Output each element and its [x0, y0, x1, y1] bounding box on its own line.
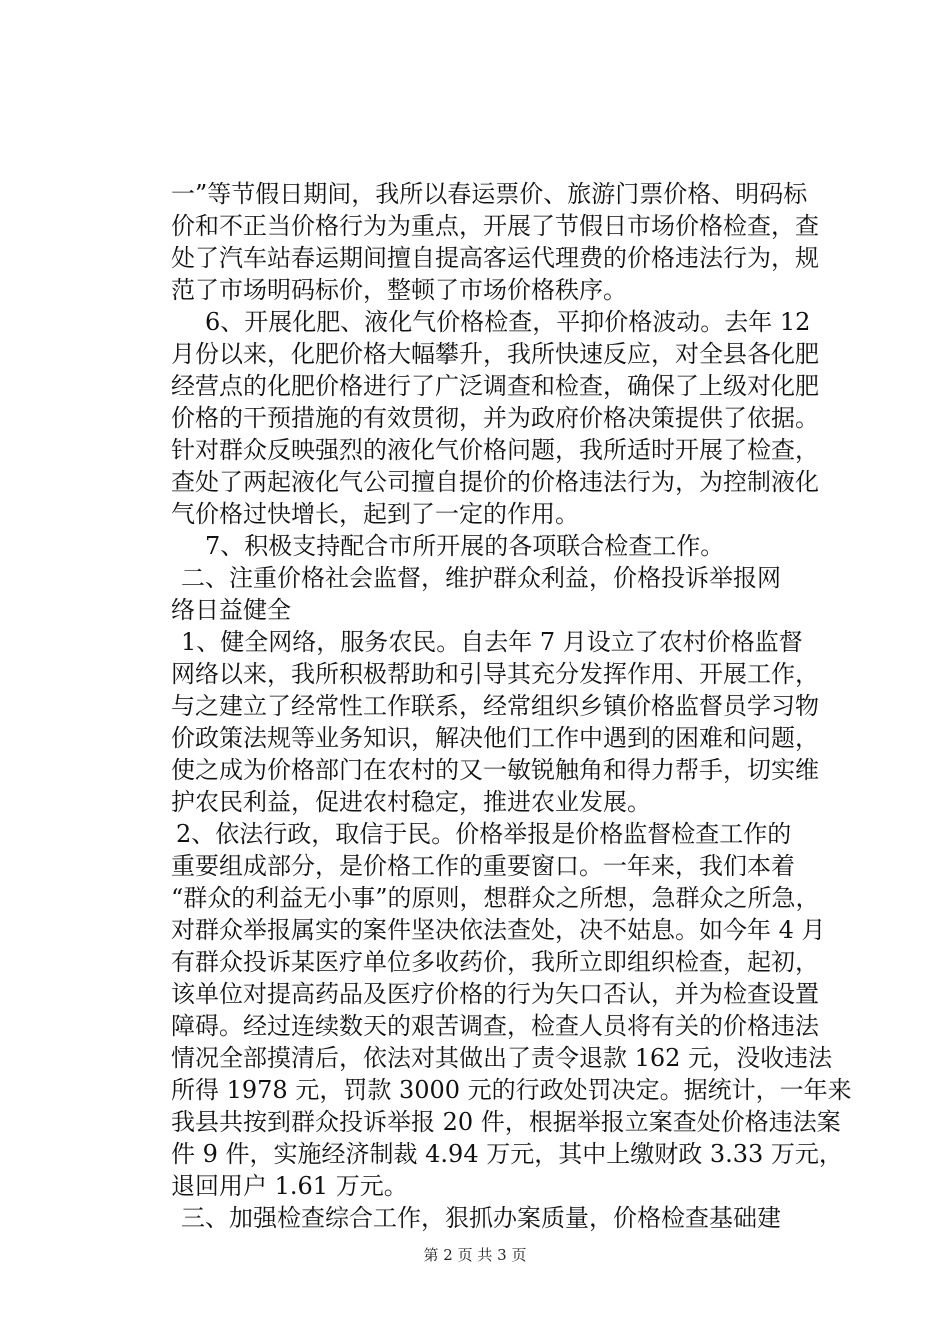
text-line: 该单位对提高药品及医疗价格的行为矢口否认，并为检查设置 [171, 980, 819, 1008]
text-line: 与之建立了经常性工作联系，经常组织乡镇价格监督员学习物 [171, 692, 819, 720]
text-line: 件 9 件，实施经济制裁 4.94 万元，其中上缴财政 3.33 万元， [171, 1140, 843, 1168]
text-line: 障碍。经过连续数天的艰苦调查，检查人员将有关的价格违法 [171, 1012, 819, 1040]
text-line: “群众的利益无小事”的原则，想群众之所想，急群众之所急， [171, 884, 820, 912]
text-line: 一”等节假日期间，我所以春运票价、旅游门票价格、明码标 [171, 180, 808, 208]
text-line: 使之成为价格部门在农村的又一敏锐触角和得力帮手，切实维 [171, 756, 819, 784]
text-line: 价政策法规等业务知识，解决他们工作中遇到的困难和问题， [171, 724, 819, 752]
text-line: 范了市场明码标价，整顿了市场价格秩序。 [171, 276, 627, 304]
text-line: 查处了两起液化气公司擅自提价的价格违法行为，为控制液化 [171, 468, 819, 496]
text-line: 网络以来，我所积极帮助和引导其充分发挥作用、开展工作， [171, 660, 819, 688]
text-line: 对群众举报属实的案件坚决依法查处，决不姑息。如今年 4 月 [171, 916, 826, 944]
text-line: 有群众投诉某医疗单位多收药价，我所立即组织检查，起初， [171, 948, 819, 976]
text-line: 2、依法行政，取信于民。价格举报是价格监督检查工作的 [176, 820, 792, 848]
text-line: 退回用户 1.61 万元。 [171, 1172, 408, 1200]
text-line: 护农民利益，促进农村稳定，推进农业发展。 [171, 788, 651, 816]
text-line: 所得 1978 元，罚款 3000 元的行政处罚决定。据统计，一年来 [171, 1076, 852, 1104]
text-line: 气价格过快增长，起到了一定的作用。 [171, 500, 579, 528]
text-line: 我县共按到群众投诉举报 20 件，根据举报立案查处价格违法案 [171, 1108, 841, 1136]
text-line: 7、积极支持配合市所开展的各项联合检查工作。 [205, 532, 725, 560]
text-line: 月份以来，化肥价格大幅攀升，我所快速反应，对全县各化肥 [171, 340, 819, 368]
text-line: 1、健全网络，服务农民。自去年 7 月设立了农村价格监督 [181, 628, 803, 656]
text-line: 重要组成部分，是价格工作的重要窗口。一年来，我们本着 [171, 852, 795, 880]
text-line: 价格的干预措施的有效贯彻，并为政府价格决策提供了依据。 [171, 404, 819, 432]
section-heading: 三、加强检查综合工作，狠抓办案质量，价格检查基础建 [181, 1204, 781, 1232]
text-line: 价和不正当价格行为为重点，开展了节假日市场价格检查，查 [171, 212, 819, 240]
section-heading: 络日益健全 [171, 596, 291, 624]
page-number-footer: 第 2 页 共 3 页 [423, 1246, 527, 1264]
text-line: 情况全部摸清后，依法对其做出了责令退款 162 元，没收违法 [171, 1044, 833, 1072]
text-line: 处了汽车站春运期间擅自提高客运代理费的价格违法行为，规 [171, 244, 819, 272]
text-line: 6、开展化肥、液化气价格检查，平抑价格波动。去年 12 [205, 308, 811, 336]
section-heading: 二、注重价格社会监督，维护群众利益，价格投诉举报网 [181, 564, 781, 592]
text-line: 针对群众反映强烈的液化气价格问题，我所适时开展了检查， [171, 436, 819, 464]
text-line: 经营点的化肥价格进行了广泛调查和检查，确保了上级对化肥 [171, 372, 819, 400]
